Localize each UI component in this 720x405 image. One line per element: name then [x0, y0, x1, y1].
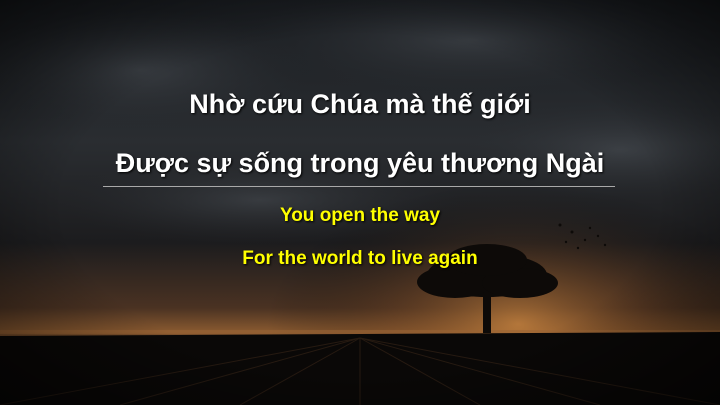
english-lyric-line-1: You open the way	[279, 205, 441, 226]
vietnamese-lyric-line-2: Được sự sống trong yêu thương Ngài	[115, 148, 605, 178]
vietnamese-lyric-line-1: Nhờ cứu Chúa mà thế giới	[189, 89, 531, 119]
lyric-divider	[103, 186, 615, 187]
english-lyric-line-2: For the world to live again	[242, 248, 478, 269]
